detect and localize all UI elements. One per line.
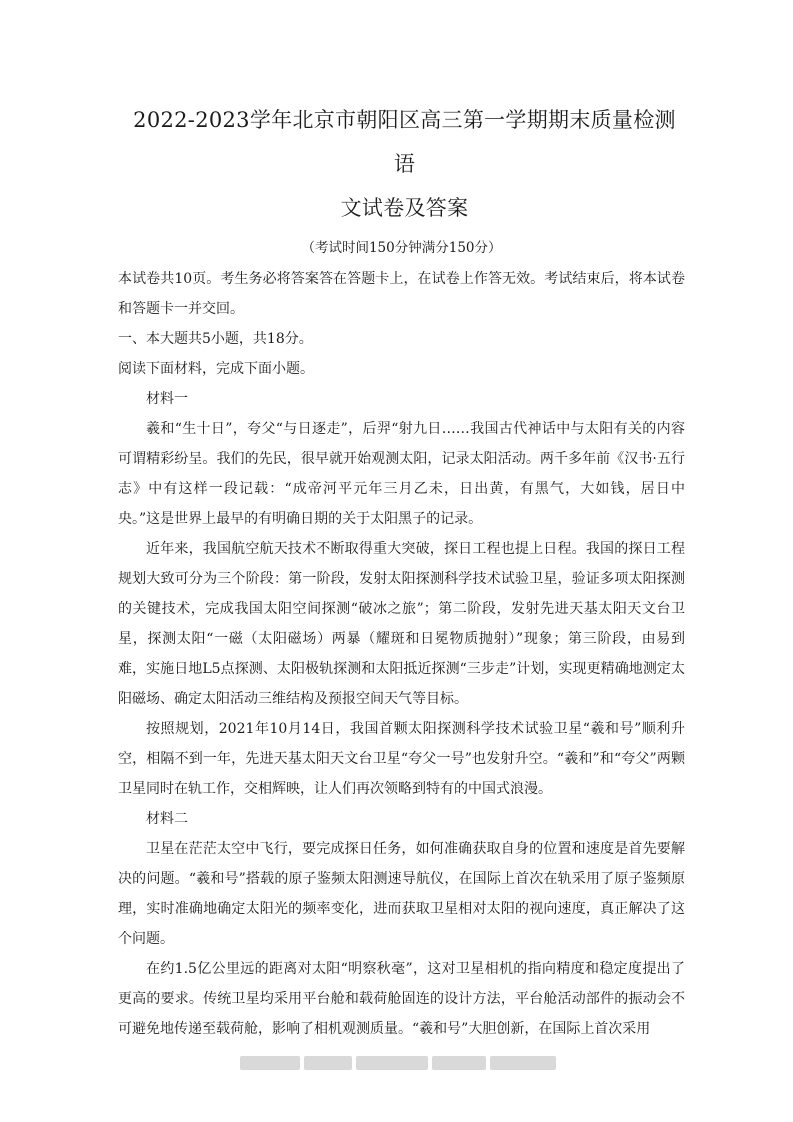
material2-paragraph-2: 在约1.5亿公里远的距离对太阳“明察秋毫”，这对卫星相机的指向精度和稳定度提出了更高的要求。传统卫星均采用平台舱和载荷舱固连的设计方法，平台舱活动部件的振动会不可避免地传递至载荷舱，影响了相机观测质量。“羲和号”大胆创新，在国际上首次采用: [118, 961, 685, 1037]
blurred-footer-watermark: [240, 1056, 556, 1070]
material1-paragraph-1: 羲和“生十日”，夸父“与日逐走”，后羿“射九日……我国古代神话中与太阳有关的内容可谓精彩纷呈。我们的先民，很早就开始观测太阳，记录太阳活动。两千多年前《汉书·五行志》中有这样一段记载：“成帝河平元年三月乙未，日出黄，有黑气，大如钱，居日中央。”这是世界上最早的有明确日期的关于太阳黑子的记录。: [118, 421, 685, 527]
material1-paragraph-3: 按照规划，2021年10月14日，我国首颗太阳探测科学技术试验卫星“羲和号”顺利升空，相隔不到一年，先进天基太阳天文台卫星“夸父一号”也发射升空。“羲和”和“夸父”两颗卫星同时在轨工作，交相辉映，让人们再次领略到特有的中国式浪漫。: [118, 721, 685, 797]
material2-label: 材料二: [146, 811, 188, 827]
material1-label: 材料一: [146, 391, 188, 407]
document-title-line2: 文试卷及答案: [340, 196, 469, 220]
document-title-line1: 2022-2023学年北京市朝阳区高三第一学期期末质量检测语: [133, 108, 676, 176]
material2-paragraph-1: 卫星在茫茫太空中飞行，要完成探日任务，如何准确获取自身的位置和速度是首先要解决的问题。“羲和号”搭载的原子鉴频太阳测速导航仪，在国际上首次在轨采用了原子鉴频原理，实时准确地确定太阳光的频率变化，进而获取卫星相对太阳的视向速度，真正解决了这个问题。: [118, 841, 685, 947]
exam-instructions: 本试卷共10页。考生务必将答案答在答题卡上，在试卷上作答无效。考试结束后，将本试卷和答题卡一并交回。: [118, 271, 685, 317]
reading-prompt: 阅读下面材料，完成下面小题。: [118, 361, 314, 377]
section-heading-1: 一、本大题共5小题，共18分。: [118, 331, 313, 347]
material1-paragraph-2: 近年来，我国航空航天技术不断取得重大突破，探日工程也提上日程。我国的探日工程规划大致可分为三个阶段：第一阶段，发射太阳探测科学技术试验卫星，验证多项太阳探测的关键技术，完成我国太阳空间探测“破冰之旅”；第二阶段，发射先进天基太阳天文台卫星，探测太阳“一磁（太阳磁场）两暴（耀斑和日冕物质抛射）”现象；第三阶段，由易到难，实施日地L5点探测、太阳极轨探测和太阳抵近探测“三步走”计划，实现更精确地测定太阳磁场、确定太阳活动三维结构及预报空间天气等目标。: [118, 541, 685, 707]
exam-time-note: （考试时间150分钟满分150分）: [301, 240, 502, 256]
